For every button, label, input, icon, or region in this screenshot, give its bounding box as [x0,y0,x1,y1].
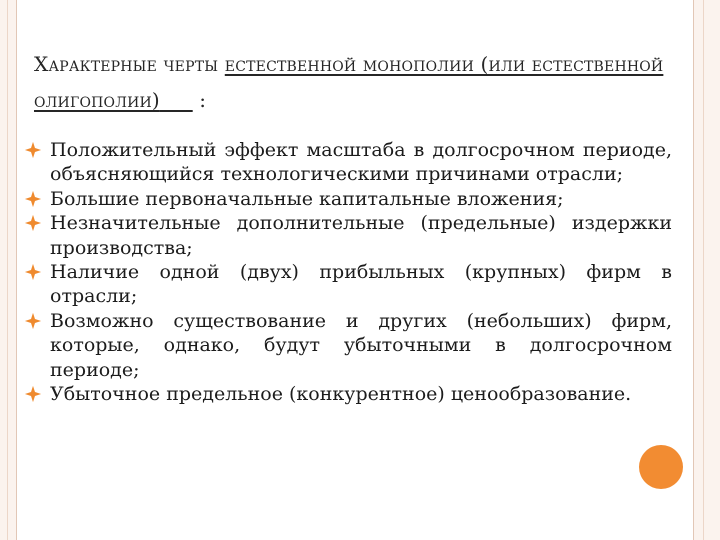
bullet-text: Большие первоначальные капитальные вложения; [50,187,564,210]
slide-title [34,46,684,118]
bullet-list [24,138,672,406]
bullet-text: Незначительные дополнительные (предельные) издержки производства; [50,212,672,259]
right-frame-border [693,0,720,540]
accent-circle [639,445,683,489]
bullet-text: Наличие одной (двух) прибыльных (крупных) фирм в отрасли; [50,261,672,308]
title-part-1: Характерные черты [34,52,219,76]
left-frame-border [0,0,17,540]
four-point-star-icon [24,385,42,403]
four-point-star-icon [24,141,42,159]
bullet-item [24,382,672,406]
bullet-text: Возможно существование и других (небольших) фирм, которые, однако, будут убыточными в долгосрочном периоде; [50,309,672,381]
four-point-star-icon [24,214,42,232]
four-point-star-icon [24,190,42,208]
bullet-text: Положительный эффект масштаба в долгосрочном периоде, объясняющийся технологическими причинами отрасли; [50,139,672,186]
bullet-text: Убыточное предельное (конкурентное) ценообразование. [50,383,632,406]
title-part-2: естественной монополии (или естественной олигополии) [34,52,664,112]
title-part-3: : [199,88,207,112]
bullet-item [24,309,672,382]
four-point-star-icon [24,312,42,330]
bullet-item [24,260,672,309]
bullet-item [24,211,672,260]
bullet-item [24,138,672,187]
bullet-item [24,187,672,211]
four-point-star-icon [24,263,42,281]
